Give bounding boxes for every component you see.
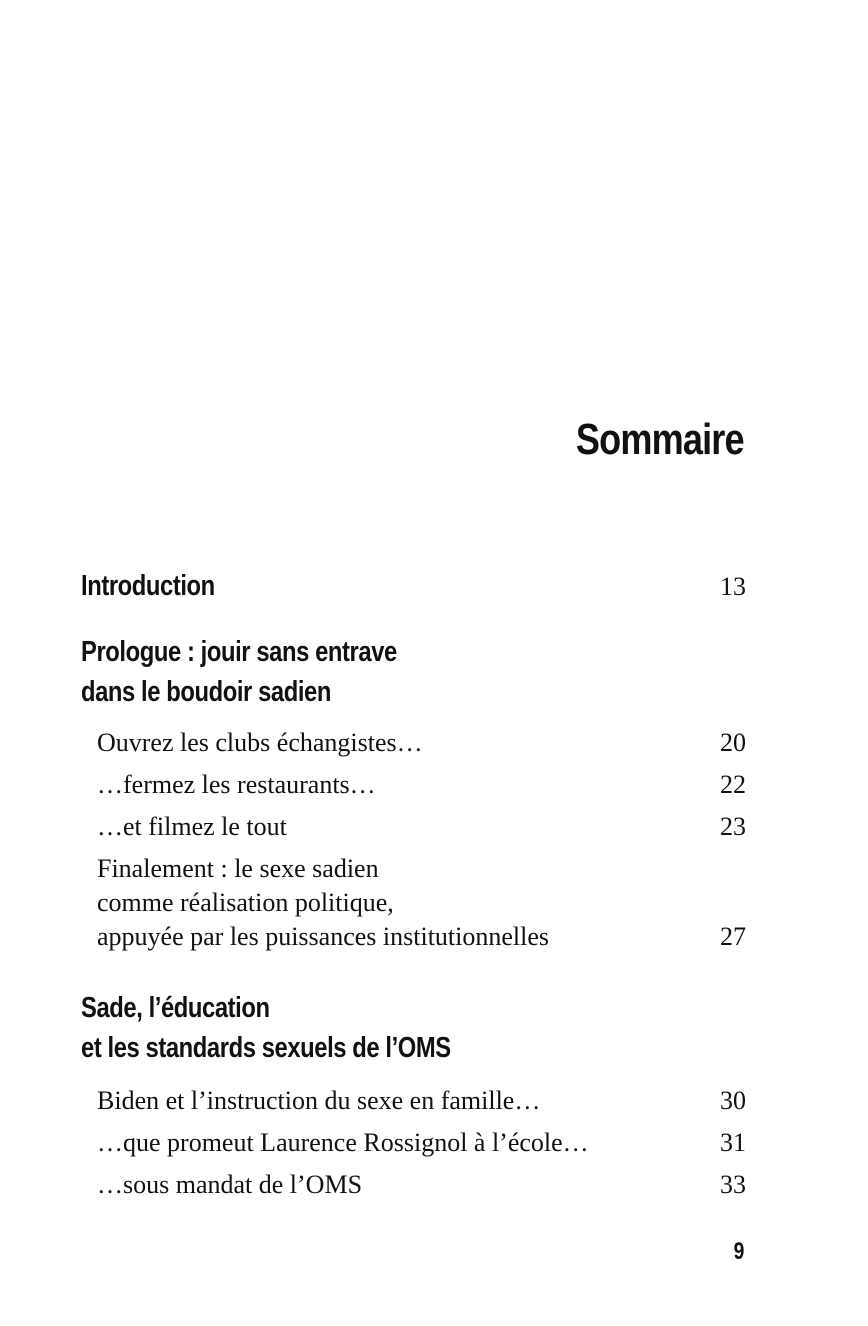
toc-page-number: 30 [720, 1086, 746, 1115]
toc-entry-label: Ouvrez les clubs échangistes… [97, 728, 423, 757]
toc-entry [81, 1126, 746, 1160]
page-title: Sommaire [576, 415, 744, 464]
toc-chapter-label: Sade, l’éducation et les standards sexuels de l’OMS [81, 992, 451, 1064]
toc-chapter-prologue [81, 632, 746, 712]
toc-entry [81, 1168, 746, 1202]
toc-page-number: 13 [720, 572, 746, 601]
toc-page-number: 23 [720, 812, 746, 841]
toc-entry-label: Finalement : le sexe sadien comme réalisation politique, appuyée par les puissances institutionnelles [97, 854, 550, 951]
toc-entry-label: …fermez les restaurants… [97, 770, 376, 799]
toc-chapter-label: Prologue : jouir sans entrave dans le boudoir sadien [81, 636, 397, 708]
toc-page-number: 20 [720, 728, 746, 757]
toc-entry-label: Biden et l’instruction du sexe en famille… [97, 1086, 541, 1115]
toc-entry-label: …sous mandat de l’OMS [97, 1170, 363, 1199]
toc-entry [81, 726, 746, 760]
toc-entry [81, 852, 746, 954]
toc-entry-label: …que promeut Laurence Rossignol à l’école… [97, 1128, 589, 1157]
toc-chapter-label: Introduction [81, 570, 215, 602]
toc-page-number: 27 [720, 922, 746, 951]
toc-entry [81, 1084, 746, 1118]
toc-entry [81, 810, 746, 844]
toc-chapter-introduction [81, 566, 746, 606]
toc-chapter-sade [81, 988, 746, 1068]
page-number: 9 [733, 1238, 744, 1265]
toc-entry [81, 768, 746, 802]
toc-entry-label: …et filmez le tout [97, 812, 287, 841]
toc-page-number: 33 [720, 1170, 746, 1199]
toc-page-number: 22 [720, 770, 746, 799]
toc-page-number: 31 [720, 1128, 746, 1157]
